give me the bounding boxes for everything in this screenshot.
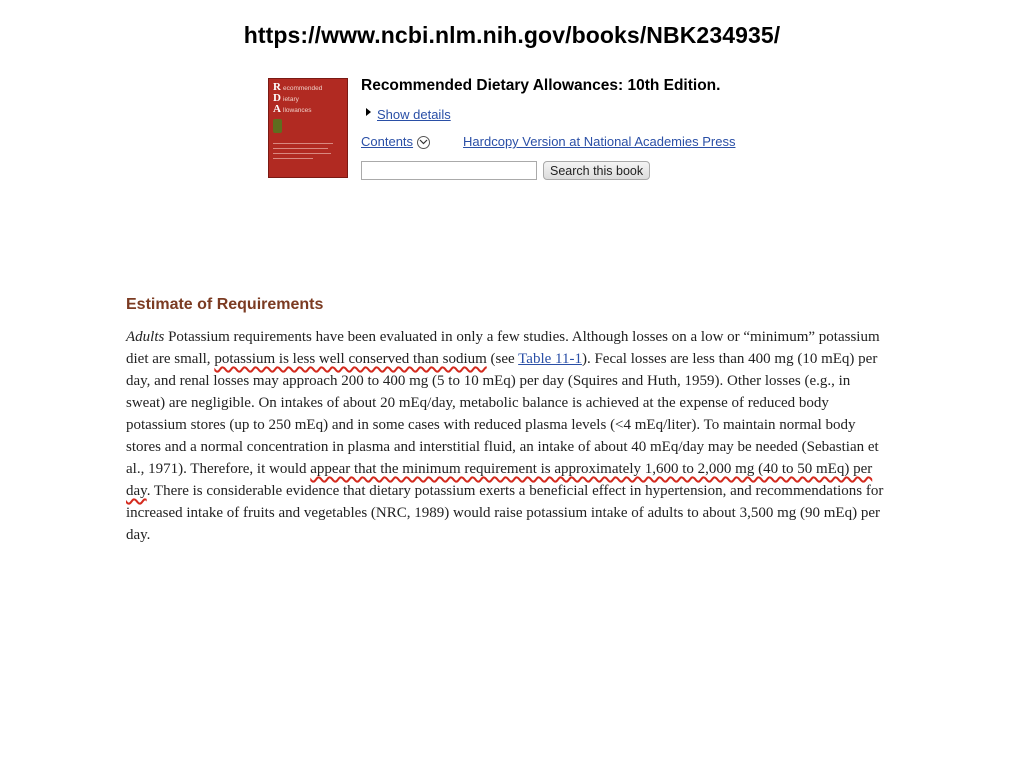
requirements-paragraph <box>126 326 888 546</box>
paragraph-lead: Adults <box>126 329 165 345</box>
paragraph-text-4: . There is considerable evidence that dietary potassium exerts a beneficial effect in hypertension, and recommendations for increased intake of fruits and vegetables (NRC, 1989) would raise potassium intake of adults to about 3,500 mg (90 mEq) per day. <box>126 483 884 543</box>
highlight-minimum-requirement: appear that the minimum requirement is approximately 1,600 to 2,000 mg (40 to 50 mEq) per day <box>126 461 873 499</box>
cover-rda-letters: R D A <box>273 81 281 115</box>
book-nav-row <box>361 134 735 149</box>
paragraph-text-2: (see <box>486 351 519 367</box>
hardcopy-link[interactable]: Hardcopy Version at National Academies Press <box>463 134 736 149</box>
show-details-link[interactable]: Show details <box>377 107 451 122</box>
search-button[interactable]: Search this book <box>543 161 650 180</box>
contents-link[interactable]: Contents <box>361 134 414 149</box>
contents-dropdown-icon[interactable] <box>417 136 430 149</box>
paragraph-text-1: Potassium requirements have been evaluated in only a few studies. Although losses on a low or “minimum” potassium diet are small, <box>126 329 880 367</box>
search-input[interactable] <box>361 161 537 180</box>
book-cover-image[interactable] <box>268 78 348 178</box>
cover-edition-badge <box>273 119 282 133</box>
highlight-conservation: potassium is less well conserved than sodium <box>214 351 487 367</box>
source-url: https://www.ncbi.nlm.nih.gov/books/NBK234935/ <box>243 22 781 48</box>
book-title: Recommended Dietary Allowances: 10th Edition. <box>361 77 721 94</box>
paragraph-text-3: ). Fecal losses are less than 400 mg (10 mEq) per day, and renal losses may approach 200 to 400 mg (5 to 10 mEq) per day (Squires and Huth, 1959). Other losses (e.g., in sweat) are negligible. On intakes of about 20 mEq/day, metabolic balance is achieved at the expense of reduced body potassium stores (up to 250 mEq) and in some cases with reduced plasma levels (<4 mEq/liter). To maintain normal body stores and a normal concentration in plasma and interstitial fluid, an intake of about 40 mEq/day may be needed (Sebastian et al., 1971). Therefore, it would <box>126 351 879 477</box>
show-details-toggle[interactable] <box>366 107 451 122</box>
table-reference-link[interactable]: Table 11-1 <box>518 351 582 367</box>
cover-rda-words: ecommended ietary llowances <box>283 85 323 114</box>
cover-blurb <box>273 143 343 159</box>
section-heading: Estimate of Requirements <box>126 296 324 313</box>
book-search <box>361 161 650 180</box>
disclosure-triangle-icon <box>366 108 371 116</box>
